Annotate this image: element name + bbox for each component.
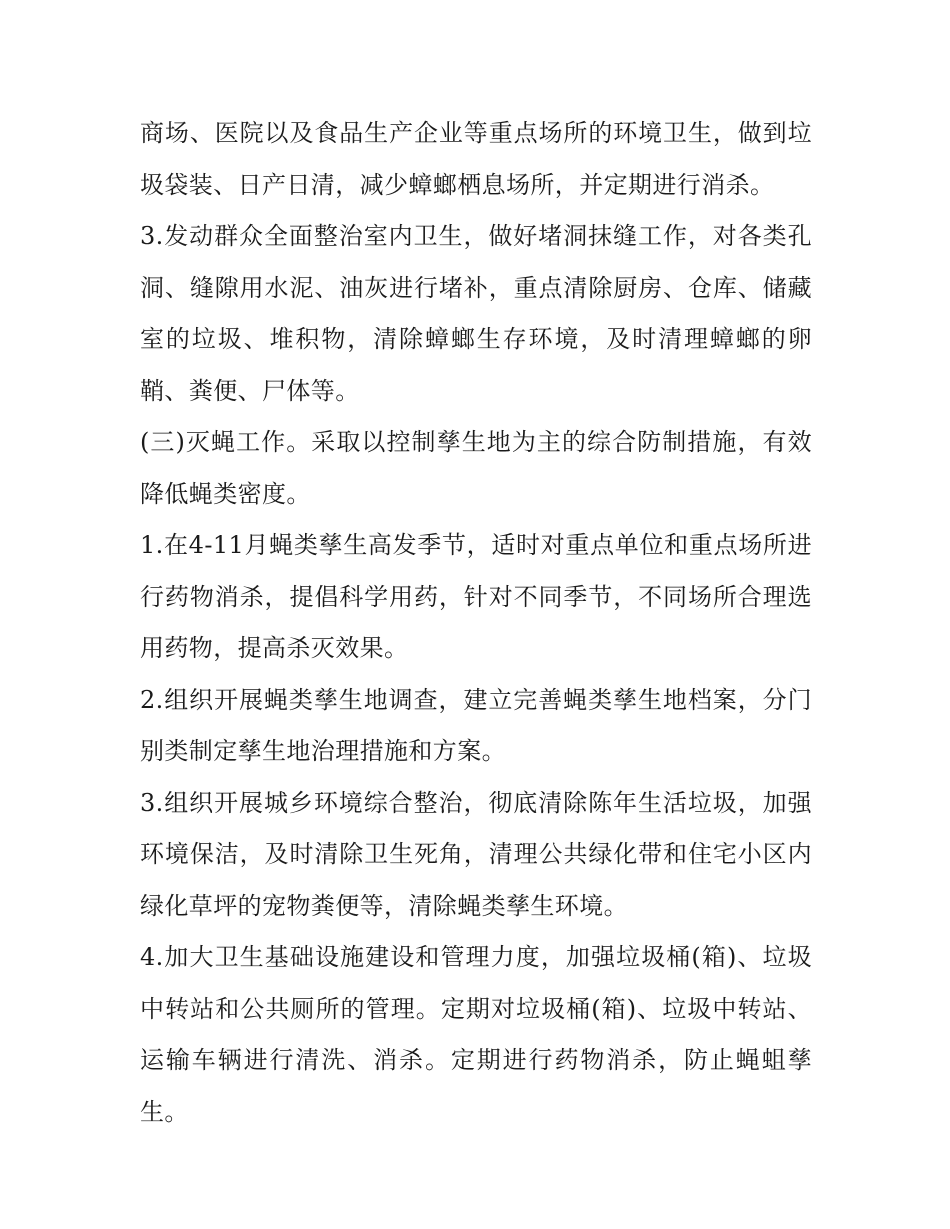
document-body [140,108,812,1138]
paragraph-item-4-fly: 4.加大卫生基础设施建设和管理力度，加强垃圾桶(箱)、垃圾中转站和公共厕所的管理。定期对垃圾桶(箱)、垃圾中转站、运输车辆进行清洗、消杀。定期进行药物消杀，防止蝇蛆孳生。 [140,943,812,1126]
paragraph-item-1-fly: 1.在4-11月蝇类孳生高发季节，适时对重点单位和重点场所进行药物消杀，提倡科学用药，针对不同季节，不同场所合理选用药物，提高杀灭效果。 [140,531,812,662]
section-heading-fly-control: (三)灭蝇工作。采取以控制孳生地为主的综合防制措施，有效降低蝇类密度。 [140,428,812,508]
paragraph-item-2-fly: 2.组织开展蝇类孳生地调查，建立完善蝇类孳生地档案，分门别类制定孳生地治理措施和方案。 [140,685,812,765]
paragraph-item-3-cockroach: 3.发动群众全面整治室内卫生，做好堵洞抹缝工作，对各类孔洞、缝隙用水泥、油灰进行堵补，重点清除厨房、仓库、储藏室的垃圾、堆积物，清除蟑螂生存环境，及时清理蟑螂的卵鞘、粪便、尸体等。 [140,222,812,405]
paragraph-item-3-fly: 3.组织开展城乡环境综合整治，彻底清除陈年生活垃圾，加强环境保洁，及时清除卫生死角，清理公共绿化带和住宅小区内绿化草坪的宠物粪便等，清除蝇类孳生环境。 [140,788,812,920]
paragraph-continuation: 商场、医院以及食品生产企业等重点场所的环境卫生，做到垃圾袋装、日产日清，减少蟑螂栖息场所，并定期进行消杀。 [140,119,812,199]
